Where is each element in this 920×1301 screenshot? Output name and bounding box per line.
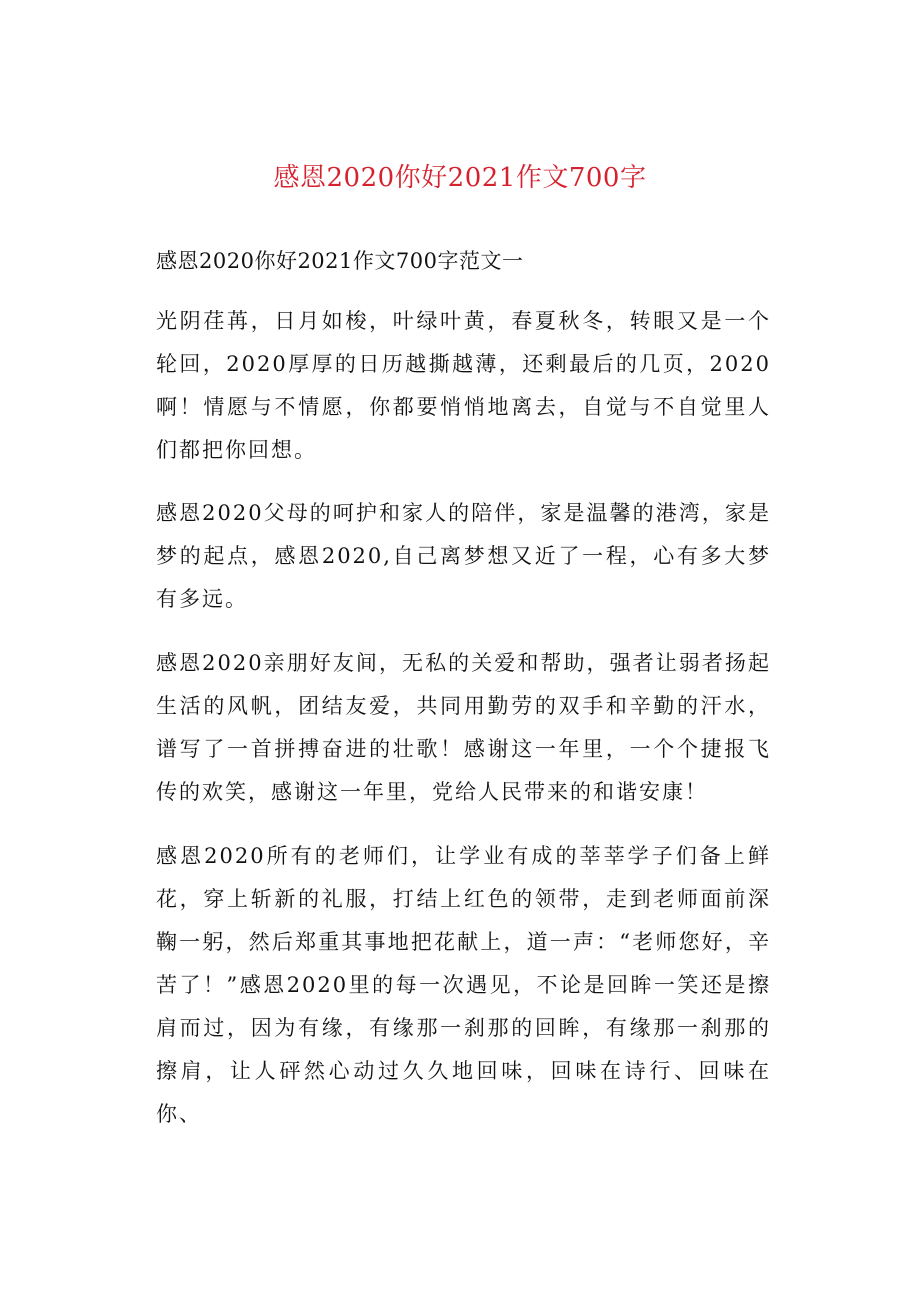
paragraph-3: 感恩2020亲朋好友间，无私的关爱和帮助，强者让弱者扬起生活的风帆，团结友爱，共同用勤劳的双手和辛勤的汗水，谱写了一首拼搏奋进的壮歌！感谢这一年里，一个个捷报飞传的欢笑，感谢这一年里，党给人民带来的和谐安康！ (156, 651, 771, 804)
document-title: 感恩2020你好2021作文700字 (273, 163, 647, 193)
essay-subtitle: 感恩2020你好2021作文700字范文一 (156, 249, 524, 273)
paragraph-4: 感恩2020所有的老师们，让学业有成的莘莘学子们备上鲜花，穿上斩新的礼服，打结上红色的领带，走到老师面前深鞠一躬，然后郑重其事地把花献上，道一声：“老师您好，辛苦了！”感恩2020里的每一次遇见，不论是回眸一笑还是擦肩而过，因为有缘，有缘那一刹那的回眸，有缘那一刹那的擦肩，让人砰然心动过久久地回味，回味在诗行、回味在你、 (156, 844, 771, 1126)
paragraph-1: 光阴荏苒，日月如梭，叶绿叶黄，春夏秋冬，转眼又是一个轮回，2020厚厚的日历越撕越薄，还剩最后的几页，2020啊！情愿与不情愿，你都要悄悄地离去，自觉与不自觉里人们都把你回想。 (156, 309, 771, 462)
paragraph-2: 感恩2020父母的呵护和家人的陪伴，家是温馨的港湾，家是梦的起点，感恩2020,自己离梦想又近了一程，心有多大梦有多远。 (156, 501, 771, 611)
